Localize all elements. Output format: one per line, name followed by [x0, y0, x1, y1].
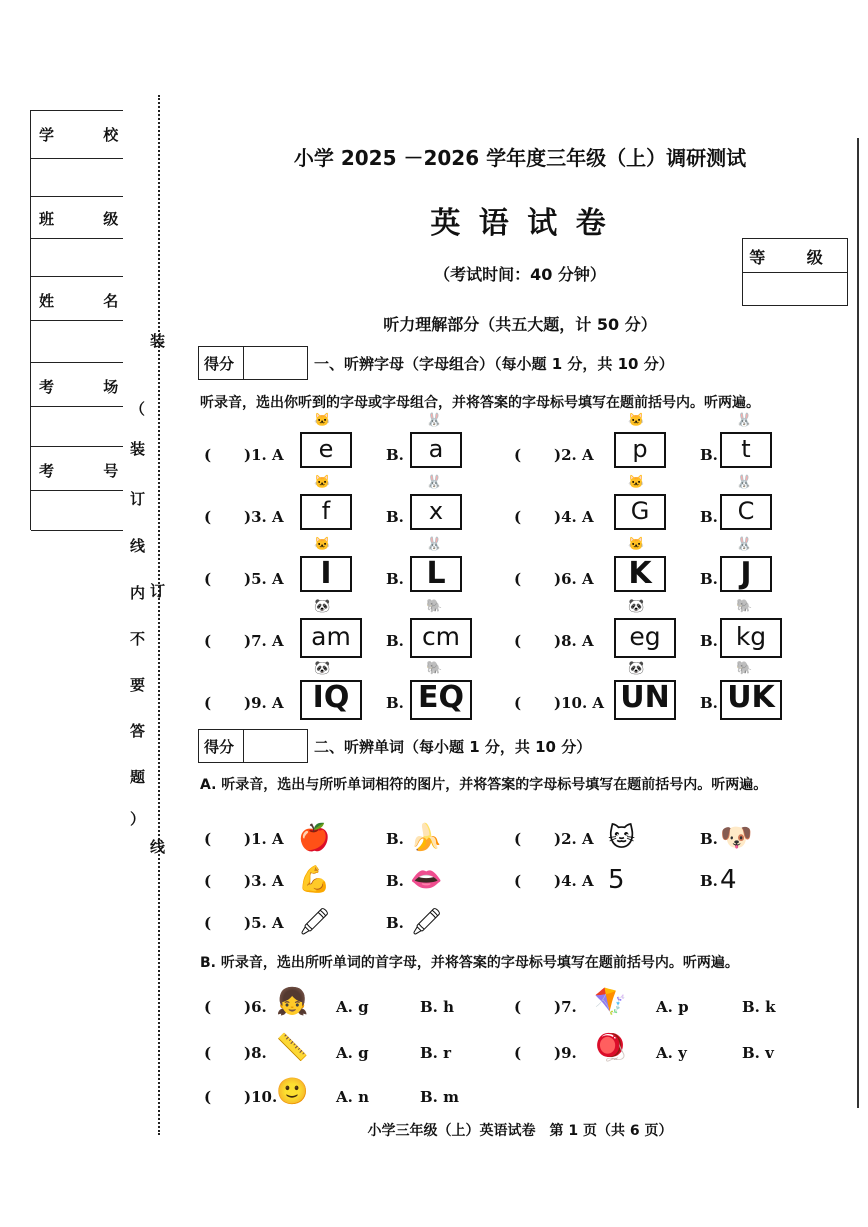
question-number: )8. A	[554, 632, 594, 650]
question-number: )3. A	[244, 872, 284, 890]
option-b-label: B.	[700, 508, 718, 526]
margin-char: 订	[150, 582, 166, 600]
number-five-icon: 5	[608, 865, 625, 895]
banana-icon: 🍌	[410, 823, 443, 853]
face-icon: 🙂	[276, 1077, 309, 1107]
margin-char: 线	[150, 838, 166, 856]
question-number: )9.	[554, 1044, 577, 1062]
page-title: 英 语 试 卷	[430, 206, 610, 241]
option-b-label: B.	[386, 446, 404, 464]
grade-label: 等 级	[749, 248, 841, 267]
mouth-icon: 👄	[410, 865, 443, 895]
margin-char: 题	[130, 768, 146, 786]
option-a-card: K	[614, 556, 666, 592]
rabbit-icon: 🐰	[736, 413, 753, 428]
option-b-label: B.	[386, 872, 404, 890]
section2-partB-instruction: B. 听录音，选出所听单词的首字母，并将答案的字母标号填写在题前括号内。听两遍。	[200, 955, 739, 971]
option-a: A. y	[656, 1044, 687, 1062]
option-b-card: C	[720, 494, 772, 530]
option-a: A. p	[656, 998, 689, 1016]
section2-partA-instruction: A. 听录音，选出与所听单词相符的图片，并将答案的字母标号填写在题前括号内。听两遍。	[200, 777, 768, 793]
number-four-icon: 4	[720, 865, 737, 895]
school-label: 学 校	[39, 126, 141, 144]
rabbit-icon: 🐰	[426, 475, 443, 490]
option-a-card: am	[300, 618, 362, 658]
option-b-label: B.	[700, 694, 718, 712]
option-b: B. v	[742, 1044, 774, 1062]
question-number: )1. A	[244, 446, 284, 464]
section1-instruction: 听录音，选出你听到的字母或字母组合，并将答案的字母标号填写在题前括号内。听两遍。	[200, 395, 760, 411]
rabbit-icon: 🐰	[426, 537, 443, 552]
score-label: 得分	[204, 355, 235, 373]
part-heading: 听力理解部分（共五大题，计 50 分）	[383, 315, 657, 334]
score-box	[198, 729, 308, 763]
option-b: B. h	[420, 998, 455, 1016]
question-number: )8.	[244, 1044, 267, 1062]
option-b-label: B.	[700, 632, 718, 650]
answer-paren-open[interactable]: (	[204, 508, 212, 526]
answer-paren-open[interactable]: (	[514, 830, 522, 848]
elephant-icon: 🐘	[426, 599, 443, 614]
ruler-icon: 📏	[276, 1033, 309, 1063]
girl-icon: 👧	[276, 987, 309, 1017]
question-number: )1. A	[244, 830, 284, 848]
option-a-card: UN	[614, 680, 676, 720]
option-b-label: B.	[700, 570, 718, 588]
answer-paren-open[interactable]: (	[204, 1044, 212, 1062]
question-number: )4. A	[554, 508, 594, 526]
question-number: )2. A	[554, 830, 594, 848]
answer-paren-open[interactable]: (	[204, 914, 212, 932]
cat-icon: 🐱	[608, 823, 636, 853]
option-b: B. m	[420, 1088, 459, 1106]
option-b-card: L	[410, 556, 462, 592]
answer-paren-open[interactable]: (	[514, 446, 522, 464]
answer-paren-open[interactable]: (	[204, 694, 212, 712]
cat-icon: 🐱	[628, 413, 645, 428]
panda-icon: 🐼	[314, 599, 331, 614]
option-b-label: B.	[700, 830, 718, 848]
rabbit-icon: 🐰	[426, 413, 443, 428]
margin-char: 答	[130, 722, 146, 740]
elephant-icon: 🐘	[736, 661, 753, 676]
option-b-card: UK	[720, 680, 782, 720]
option-a-card: f	[300, 494, 352, 530]
binding-dotted-line	[158, 95, 160, 1135]
option-b-label: B.	[386, 508, 404, 526]
option-b-label: B.	[700, 446, 718, 464]
margin-char: ）	[130, 810, 146, 828]
answer-paren-open[interactable]: (	[514, 632, 522, 650]
rabbit-icon: 🐰	[736, 475, 753, 490]
margin-char: 装	[130, 440, 146, 458]
panda-icon: 🐼	[628, 599, 645, 614]
cat-icon: 🐱	[314, 413, 331, 428]
option-b: B. r	[420, 1044, 452, 1062]
option-b-label: B.	[700, 872, 718, 890]
question-number: )3. A	[244, 508, 284, 526]
answer-paren-open[interactable]: (	[204, 570, 212, 588]
answer-paren-open[interactable]: (	[204, 998, 212, 1016]
yoyo-icon: 🪀	[594, 1033, 627, 1063]
option-a-card: eg	[614, 618, 676, 658]
option-b-card: a	[410, 432, 462, 468]
option-b-label: B.	[386, 914, 404, 932]
option-b: B. k	[742, 998, 776, 1016]
cat-icon: 🐱	[628, 475, 645, 490]
margin-char: 要	[130, 676, 146, 694]
option-b-card: kg	[720, 618, 782, 658]
margin-char: （	[130, 400, 146, 418]
yellow-crayon-icon: 🖍	[410, 907, 444, 937]
option-b-label: B.	[386, 570, 404, 588]
question-number: )5. A	[244, 914, 284, 932]
answer-paren-open[interactable]: (	[204, 830, 212, 848]
margin-char: 不	[130, 630, 146, 648]
apple-icon: 🍎	[298, 823, 331, 853]
answer-paren-open[interactable]: (	[204, 632, 212, 650]
answer-paren-open[interactable]: (	[514, 998, 522, 1016]
section1-title: 一、听辨字母（字母组合）（每小题 1 分，共 10 分）	[314, 355, 674, 373]
exam-time: （考试时间：40 分钟）	[434, 265, 606, 284]
dog-icon: 🐶	[720, 823, 753, 853]
panda-icon: 🐼	[314, 661, 331, 676]
option-b-label: B.	[386, 830, 404, 848]
answer-paren-open[interactable]: (	[514, 694, 522, 712]
option-a: A. n	[336, 1088, 369, 1106]
option-a-card: IQ	[300, 680, 362, 720]
margin-char: 订	[130, 490, 146, 508]
cat-icon: 🐱	[314, 475, 331, 490]
cat-icon: 🐱	[628, 537, 645, 552]
option-b-card: x	[410, 494, 462, 530]
class-label: 班 级	[39, 210, 141, 228]
option-b-card: J	[720, 556, 772, 592]
question-number: )6. A	[554, 570, 594, 588]
kite-icon: 🪁	[594, 987, 627, 1017]
exam-number-label: 考 号	[39, 462, 141, 480]
question-number: )7.	[554, 998, 577, 1016]
score-label: 得分	[204, 738, 235, 756]
margin-char: 装	[150, 332, 166, 350]
cat-icon: 🐱	[314, 537, 331, 552]
name-label: 姓 名	[39, 292, 141, 310]
option-b-label: B.	[386, 694, 404, 712]
margin-char: 线	[130, 537, 146, 555]
answer-paren-open[interactable]: (	[514, 508, 522, 526]
question-number: )6.	[244, 998, 267, 1016]
answer-paren-open[interactable]: (	[204, 1088, 212, 1106]
option-a-card: e	[300, 432, 352, 468]
option-b-label: B.	[386, 632, 404, 650]
page-footer: 小学三年级（上）英语试卷 第 1 页（共 6 页）	[367, 1123, 673, 1139]
margin-char: 内	[130, 584, 146, 602]
rabbit-icon: 🐰	[736, 537, 753, 552]
question-number: )7. A	[244, 632, 284, 650]
score-box	[198, 346, 308, 380]
option-a: A. g	[336, 998, 369, 1016]
answer-paren-open[interactable]: (	[204, 872, 212, 890]
answer-paren-open[interactable]: (	[514, 570, 522, 588]
answer-paren-open[interactable]: (	[204, 446, 212, 464]
question-number: )9. A	[244, 694, 284, 712]
answer-paren-open[interactable]: (	[514, 1044, 522, 1062]
option-a-card: I	[300, 556, 352, 592]
question-number: )10.	[244, 1088, 278, 1106]
option-b-card: EQ	[410, 680, 472, 720]
elephant-icon: 🐘	[426, 661, 443, 676]
question-number: )2. A	[554, 446, 594, 464]
section2-title: 二、听辨单词（每小题 1 分，共 10 分）	[314, 738, 592, 756]
option-a-card: p	[614, 432, 666, 468]
option-a: A. g	[336, 1044, 369, 1062]
exam-room-label: 考 场	[39, 378, 141, 396]
option-b-card: t	[720, 432, 772, 468]
question-number: )10. A	[554, 694, 605, 712]
question-number: )4. A	[554, 872, 594, 890]
exam-subtitle: 小学 2025 －2026 学年度三年级（上）调研测试	[293, 146, 747, 170]
red-crayon-icon: 🖍	[298, 907, 332, 937]
arm-icon: 💪	[298, 865, 331, 895]
option-a-card: G	[614, 494, 666, 530]
question-number: )5. A	[244, 570, 284, 588]
grade-box	[742, 238, 848, 306]
panda-icon: 🐼	[628, 661, 645, 676]
elephant-icon: 🐘	[736, 599, 753, 614]
answer-paren-open[interactable]: (	[514, 872, 522, 890]
option-b-card: cm	[410, 618, 472, 658]
